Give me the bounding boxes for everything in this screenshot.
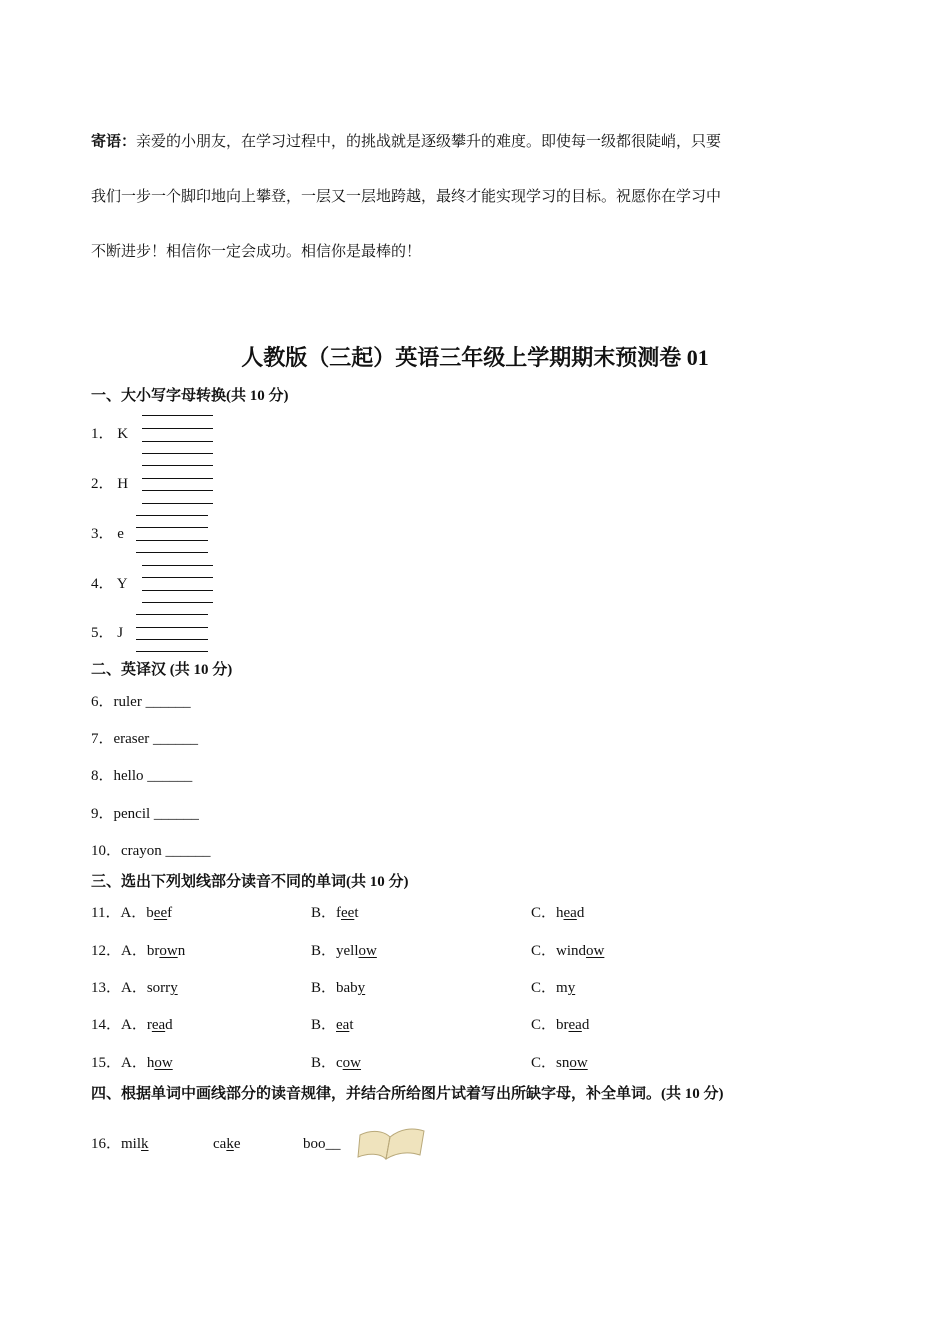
- answer-line[interactable]: [136, 614, 208, 615]
- q13: 13．A．sorry: [91, 980, 178, 996]
- answer-line[interactable]: [136, 527, 208, 528]
- q16-word-cake: cake: [213, 1136, 241, 1152]
- q3: 3． e: [91, 526, 124, 542]
- answer-line[interactable]: [136, 552, 208, 553]
- q1: 1． K: [91, 426, 129, 442]
- q6: 6．ruler ______: [91, 694, 191, 710]
- q5: 5． J: [91, 625, 124, 641]
- message-line-2: 我们一步一个脚印地向上攀登，一层又一层地跨越，最终才能实现学习的目标。祝愿你在学习中: [91, 189, 722, 205]
- answer-line[interactable]: [142, 490, 213, 491]
- page-title: 人教版（三起）英语三年级上学期期末预测卷 01: [241, 345, 709, 370]
- answer-line[interactable]: [142, 565, 213, 566]
- q14: 14．A．read: [91, 1017, 173, 1033]
- q4-letter: Y: [116, 576, 128, 592]
- q16: 16．milk: [91, 1136, 149, 1152]
- q12: 12．A．brown: [91, 943, 186, 959]
- answer-line[interactable]: [142, 577, 213, 578]
- message-line-3: 不断进步！相信你一定会成功。相信你是最棒的！: [91, 244, 422, 260]
- answer-line[interactable]: [142, 428, 213, 429]
- q9: 9．pencil ______: [91, 806, 199, 822]
- q15-option-b: B．cow: [311, 1055, 362, 1071]
- answer-line[interactable]: [142, 453, 213, 454]
- open-book-icon: [356, 1125, 426, 1163]
- q7: 7．eraser ______: [91, 731, 199, 747]
- answer-line[interactable]: [142, 503, 213, 504]
- q12-option-b: B．yellow: [311, 943, 377, 959]
- answer-line[interactable]: [136, 515, 208, 516]
- q11-option-b: B．feet: [311, 905, 359, 921]
- answer-line[interactable]: [142, 415, 213, 416]
- q2: 2． H: [91, 476, 129, 492]
- q13-option-b: B．baby: [311, 980, 366, 996]
- answer-line[interactable]: [136, 651, 208, 652]
- q4: 4． Y: [91, 576, 128, 592]
- q14-option-c: C．bread: [531, 1017, 590, 1033]
- answer-line[interactable]: [142, 590, 213, 591]
- q2-letter: H: [117, 476, 129, 492]
- q3-letter: e: [117, 526, 124, 542]
- q11-option-c: C．head: [531, 905, 585, 921]
- q12-option-c: C．window: [531, 943, 605, 959]
- section-4-heading: 四、根据单词中画线部分的读音规律，并结合所给图片试着写出所缺字母，补全单词。(共 10 分): [91, 1086, 724, 1102]
- q15: 15．A．how: [91, 1055, 173, 1071]
- section-2-heading: 二、英译汉 (共 10 分): [91, 662, 233, 678]
- answer-line[interactable]: [142, 478, 213, 479]
- section-3-heading: 三、选出下列划线部分读音不同的单词(共 10 分): [91, 874, 409, 890]
- q8: 8．hello ______: [91, 768, 193, 784]
- answer-line[interactable]: [142, 465, 213, 466]
- q13-option-c: C．my: [531, 980, 576, 996]
- q15-option-c: C．snow: [531, 1055, 588, 1071]
- section-1-heading: 一、大小写字母转换(共 10 分): [91, 388, 289, 404]
- message-line-1: 寄语：亲爱的小朋友，在学习过程中，的挑战就是逐级攀升的难度。即使每一级都很陡峭，只要: [91, 134, 722, 150]
- answer-line[interactable]: [142, 441, 213, 442]
- q10: 10．crayon ______: [91, 843, 211, 859]
- q11: 11．A．beef: [91, 905, 173, 921]
- q16-word-blank[interactable]: boo__: [303, 1136, 341, 1152]
- q1-letter: K: [117, 426, 129, 442]
- q5-letter: J: [117, 625, 124, 641]
- message-label: 寄语：: [91, 134, 137, 150]
- answer-line[interactable]: [136, 540, 208, 541]
- answer-line[interactable]: [136, 639, 208, 640]
- q14-option-b: B．eat: [311, 1017, 354, 1033]
- answer-line[interactable]: [142, 602, 213, 603]
- answer-line[interactable]: [136, 627, 208, 628]
